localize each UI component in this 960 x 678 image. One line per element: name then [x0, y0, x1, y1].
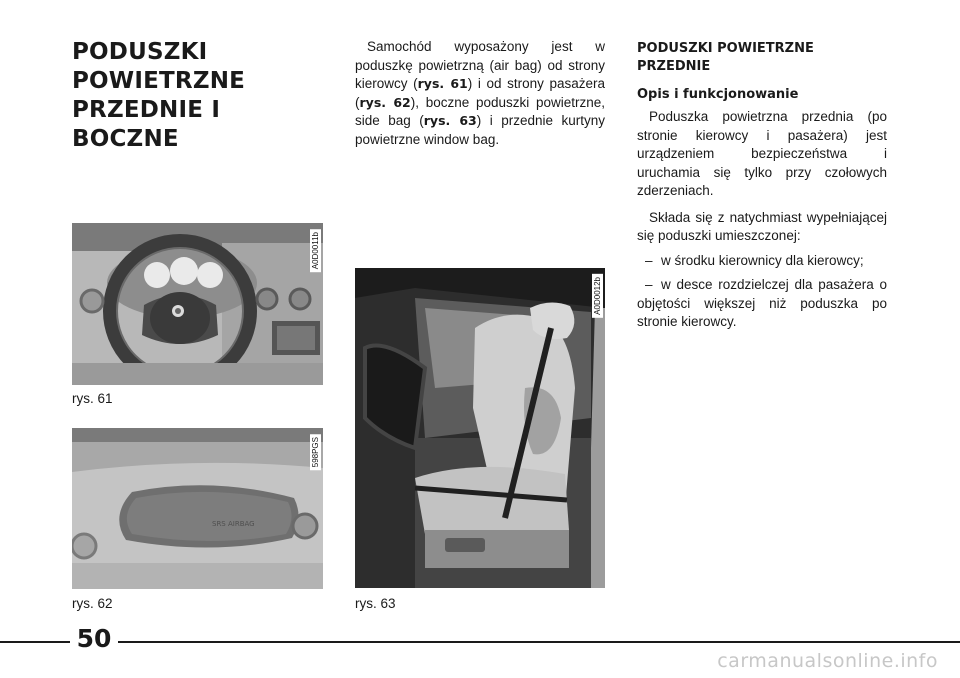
list-item	[637, 252, 887, 271]
ref-fig-61: rys. 61	[417, 76, 468, 91]
footer-rule-left	[0, 641, 70, 643]
figure-61-caption: rys. 61	[72, 391, 113, 406]
paragraph-composition: Składa się z natychmiast wypełniającej się poduszki umieszczonej:	[637, 209, 887, 243]
ref-fig-62: rys. 62	[359, 94, 411, 110]
figure-62-passenger-airbag-photo	[72, 428, 323, 589]
list-item-text: w środku kierownicy dla kierowcy;	[661, 252, 864, 268]
list-dash: –	[645, 252, 653, 268]
figure-code: A0D0011b	[310, 229, 321, 272]
heading-front-airbags: PODUSZKI POWIETRZNE PRZEDNIE	[637, 41, 814, 74]
section-title-line-3: PRZEDNIE I BOCZNE	[72, 97, 221, 152]
list-item	[637, 276, 887, 332]
figure-code: 598PGS	[310, 434, 321, 470]
section-title-line-1: PODUSZKI	[72, 39, 208, 65]
steering-wheel-illustration	[72, 223, 323, 385]
front-seat-illustration	[355, 268, 605, 588]
dashboard-airbag-illustration	[72, 428, 323, 589]
footer-rule-right	[118, 641, 960, 643]
figure-61-steering-wheel-photo	[72, 223, 323, 385]
intro-text-3: ), boczne poduszki powietrzne, side bag (	[355, 94, 606, 128]
intro-paragraph	[355, 38, 605, 149]
intro-text-1: Samochód wyposażony jest w poduszkę powietrzną (air bag) od strony kierowcy (	[355, 39, 605, 91]
ref-fig-63: rys. 63	[423, 113, 477, 128]
right-column	[637, 40, 887, 332]
airbag-panel-label: SRS AIRBAG	[212, 520, 255, 528]
intro-text-4: ) i przednie kurtyny powietrzne window bag.	[355, 113, 605, 147]
list-dash: –	[645, 277, 653, 292]
section-title-line-2: POWIETRZNE	[72, 68, 246, 94]
watermark: carmanualsonline.info	[717, 650, 938, 672]
list-item-text: w desce rozdzielczej dla pasażera o objętości większej niż poduszka po stronie kierowcy.	[637, 277, 887, 329]
intro-text-2: ) i od strony pasażera (	[355, 76, 606, 110]
figure-63-seat-side-airbag-photo	[355, 268, 605, 588]
figure-62-caption: rys. 62	[72, 596, 113, 611]
figure-63-caption: rys. 63	[355, 596, 396, 611]
paragraph-description: Poduszka powietrzna przednia (po stronie kierowcy i pasażera) jest urządzeniem bezpieczeństwa i uruchamia się tylko przy czołowych zderzeniach.	[637, 109, 887, 198]
section-title	[72, 38, 322, 154]
subheading-description: Opis i funkcjonowanie	[637, 87, 799, 102]
page-number: 50	[76, 624, 112, 653]
figure-code: A0D0012b	[592, 274, 603, 318]
